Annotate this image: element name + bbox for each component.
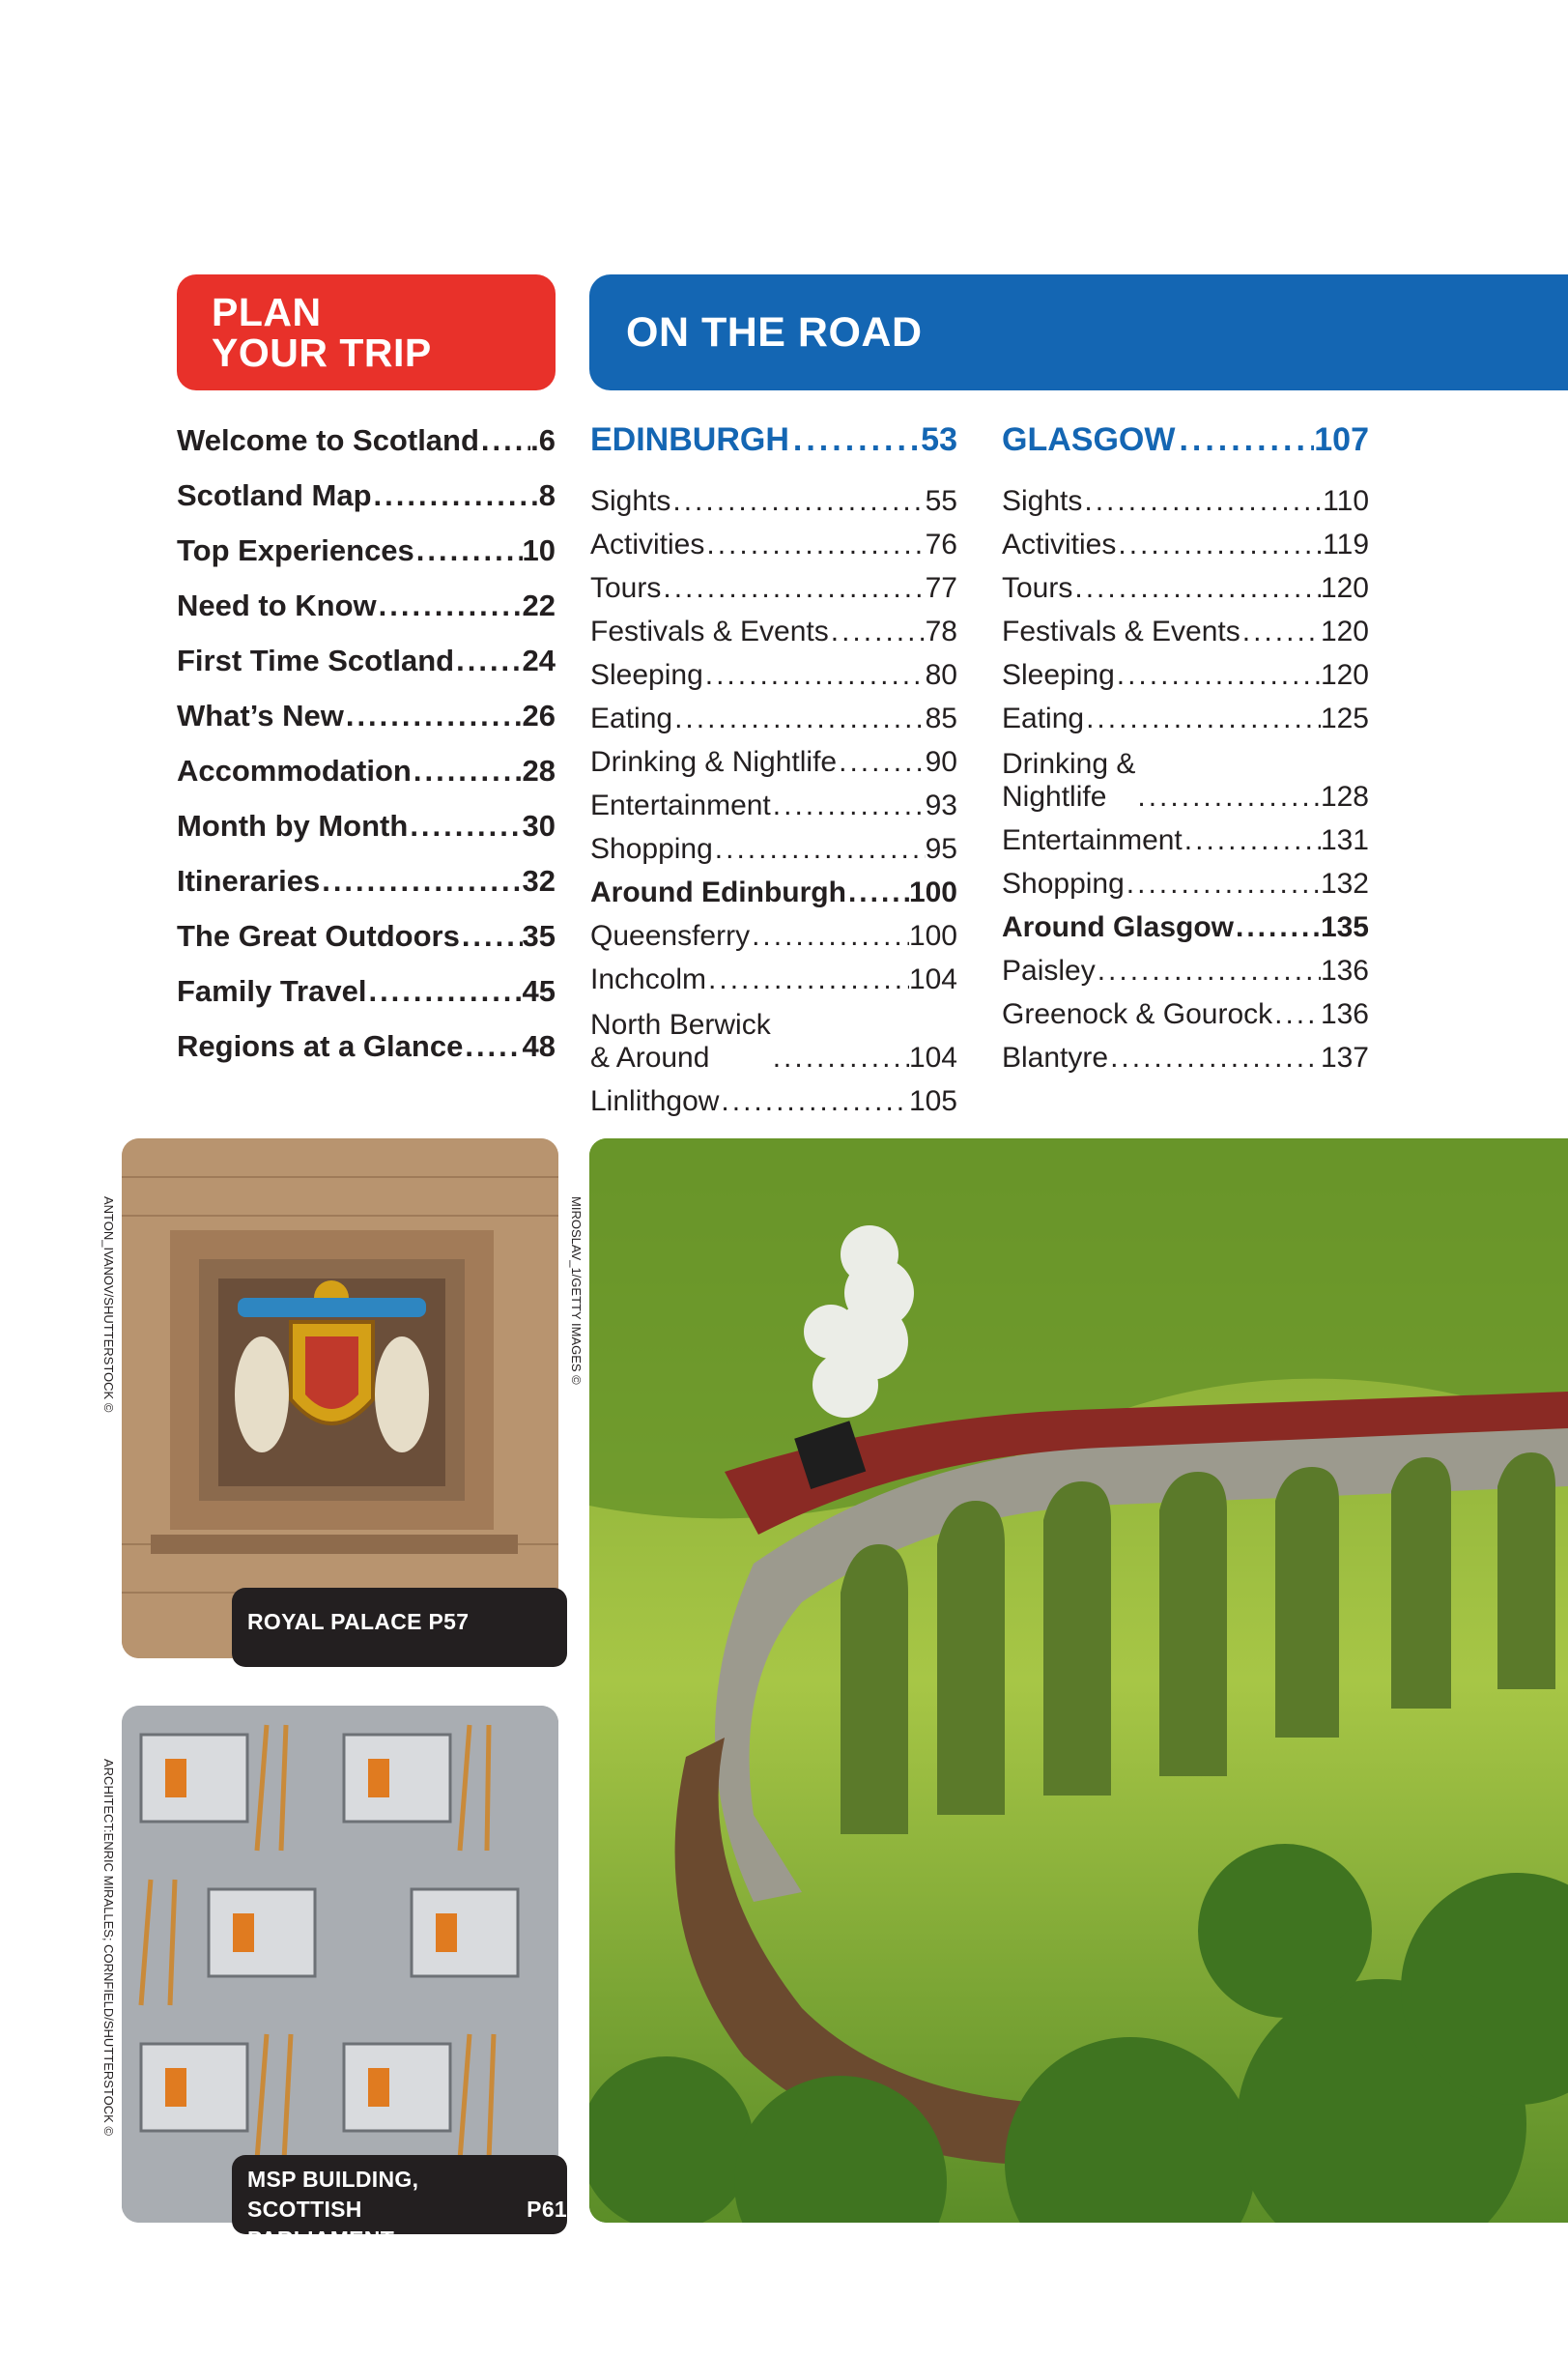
glasgow-entry-label: Around Glasgow [1002,911,1234,943]
leader-dots [672,703,926,735]
glasgow-entry-page: 131 [1320,824,1369,856]
plan-item-entry[interactable] [177,754,556,809]
edinburgh-entry[interactable] [590,866,957,909]
edinburgh-entry-page: 104 [908,1042,957,1074]
plan-item-entry-page: 48 [522,1029,556,1063]
plan-item-entry[interactable] [177,478,556,533]
leader-dots [1116,529,1323,561]
plan-item-entry-label: Scotland Map [177,478,372,512]
edinburgh-entry-label: Around Edinburgh [590,876,846,908]
glasgow-entry[interactable] [1002,988,1369,1031]
leader-dots [320,864,522,899]
glasgow-entry-label: Activities [1002,529,1117,560]
glasgow-entry-page: 128 [1320,781,1369,813]
msp-building-photo [122,1706,558,2223]
leader-dots [1272,998,1321,1031]
plan-item-entry[interactable] [177,919,556,974]
glasgow-entry-label: Shopping [1002,868,1125,900]
msp-caption-line2: SCOTTISH PARLIAMENT [247,2197,395,2252]
plan-item-entry-label: Month by Month [177,809,409,843]
leader-dots [719,1085,909,1118]
leader-dots [372,478,531,513]
glasgow-entry-label: Tours [1002,572,1073,604]
edinburgh-entry-label: Entertainment [590,790,771,821]
leader-dots [479,423,530,458]
glasgow-entry[interactable] [1002,605,1369,648]
edinburgh-entry-label: Sleeping [590,659,703,691]
royal-palace-illustration [122,1138,558,1658]
plan-item-entry-page: 30 [522,809,556,843]
edinburgh-entry-page: 90 [925,746,957,778]
glasgow-entry[interactable] [1002,735,1369,814]
plan-item-entry-label: Itineraries [177,864,321,898]
edinburgh-entry-label: Eating [590,703,673,734]
edinburgh-entry-page: 100 [908,876,957,908]
glasgow-entry-label: Paisley [1002,955,1096,987]
leader-dots [463,1029,522,1064]
leader-dots [713,833,926,866]
plan-item-entry-page: 26 [522,699,556,733]
leader-dots [706,963,909,996]
glasgow-entry[interactable] [1002,901,1369,944]
edinburgh-entry-page: 100 [908,920,957,952]
glasgow-entry-page: 120 [1320,659,1369,691]
royal-palace-caption [232,1588,567,1667]
edinburgh-entry[interactable] [590,474,957,518]
leader-dots [670,485,925,518]
viaduct-train-illustration [589,1138,1568,2223]
leader-dots [1135,781,1321,814]
on-the-road-header [589,274,1568,390]
royal-palace-caption-text: ROYAL PALACE P57 [247,1609,470,1634]
leader-dots [829,616,926,648]
edinburgh-entry-page: 95 [925,833,957,865]
glasgow-entry[interactable] [1002,857,1369,901]
plan-item-entry-label: Need to Know [177,589,377,622]
leader-dots [377,589,523,623]
plan-item-entry-label: The Great Outdoors [177,919,460,953]
plan-item-entry-page: 35 [522,919,556,953]
edinburgh-title: EDINBURGH [590,421,789,458]
plan-item-entry-page: 45 [522,974,556,1008]
edinburgh-entry[interactable] [590,953,957,996]
leader-dots [771,1042,909,1075]
plan-trip-list [177,423,556,1084]
leader-dots [1082,485,1323,518]
plan-item-entry-label: Family Travel [177,974,367,1008]
plan-item-entry-page: 10 [522,533,556,567]
edinburgh-entry-page: 85 [925,703,957,734]
edinburgh-entry[interactable] [590,996,957,1075]
leader-dots [703,659,926,692]
leader-dots [704,529,925,561]
leader-dots [771,790,926,822]
glasgow-entry[interactable] [1002,944,1369,988]
leader-dots [1115,659,1321,692]
leader-dots [1072,572,1321,605]
glasgow-entry[interactable] [1002,648,1369,692]
edinburgh-entry[interactable] [590,692,957,735]
plan-item-entry-label: Accommodation [177,754,412,788]
leader-dots [460,919,523,954]
edinburgh-entry-label: Sights [590,485,671,517]
edinburgh-entry[interactable] [590,735,957,779]
plan-item-entry[interactable] [177,1029,556,1084]
edinburgh-entry[interactable] [590,1075,957,1118]
edinburgh-entry-label: Tours [590,572,662,604]
royal-palace-photo [122,1138,558,1658]
plan-item-entry[interactable] [177,864,556,919]
plan-item-entry[interactable] [177,644,556,699]
plan-item-entry-label: Welcome to Scotland [177,423,479,457]
glasgow-heading[interactable] [1002,421,1369,474]
glasgow-column [1002,421,1369,1075]
edinburgh-entry-label: Festivals & Events [590,616,829,647]
plan-item-entry[interactable] [177,423,556,478]
plan-item-entry[interactable] [177,809,556,864]
leader-dots [1125,868,1321,901]
glasgow-page: 107 [1314,421,1369,458]
glasgow-entry-page: 132 [1320,868,1369,900]
glasgow-entry-page: 136 [1320,998,1369,1030]
edinburgh-entry-page: 55 [925,485,957,517]
leader-dots [344,699,523,733]
msp-caption-line1: MSP BUILDING, [247,2167,419,2192]
msp-building-photo-credit: ARCHITECT:ENRIC MIRALLES; CORNFIELD/SHUTTERSTOCK © [101,1759,116,2136]
plan-item-entry-label: Top Experiences [177,533,414,567]
glasgow-entry-label: Eating [1002,703,1085,734]
glasgow-entry[interactable] [1002,561,1369,605]
leader-dots [1183,824,1321,857]
edinburgh-entry[interactable] [590,648,957,692]
edinburgh-page: 53 [921,421,957,458]
glasgow-entry-page: 136 [1320,955,1369,987]
plan-item-entry[interactable] [177,589,556,644]
plan-item-entry[interactable] [177,533,556,589]
leader-dots [412,754,523,789]
plan-item-entry-label: First Time Scotland [177,644,455,677]
leader-dots [1108,1042,1321,1075]
leader-dots [366,974,522,1009]
glasgow-entry-page: 135 [1320,911,1369,943]
leader-dots [661,572,925,605]
plan-item-entry-page: 32 [522,864,556,898]
glasgow-entry[interactable] [1002,1031,1369,1075]
glasgow-entry-page: 120 [1320,572,1369,604]
edinburgh-entry-page: 105 [908,1085,957,1117]
glasgow-entry-page: 137 [1320,1042,1369,1074]
glasgow-entry[interactable] [1002,692,1369,735]
edinburgh-entry-label: Linlithgow [590,1085,720,1117]
glasgow-entry[interactable] [1002,518,1369,561]
glasgow-entry-page: 125 [1320,703,1369,734]
leader-dots [846,876,909,909]
glasgow-entry-label: Entertainment [1002,824,1183,856]
plan-your-trip-header [177,274,556,390]
viaduct-photo-credit: MIROSLAV_1/GETTY IMAGES © [569,1196,584,1385]
glasgow-entry[interactable] [1002,814,1369,857]
glasgow-title: GLASGOW [1002,421,1176,458]
edinburgh-entry-page: 77 [925,572,957,604]
edinburgh-entry-page: 78 [925,616,957,647]
plan-item-entry-page: 24 [522,644,556,677]
edinburgh-entry-page: 76 [925,529,957,560]
leader-dots [1240,616,1321,648]
glasgow-entry-page: 110 [1323,485,1369,517]
leader-dots [1084,703,1321,735]
plan-item-entry-page: .6 [530,423,556,457]
glasgow-entry-label: Sleeping [1002,659,1115,691]
glasgow-entry-label: Sights [1002,485,1083,517]
glasgow-entry[interactable] [1002,474,1369,518]
edinburgh-entry-label: Drinking & Nightlife [590,746,838,778]
msp-building-caption [232,2155,567,2252]
plan-item-entry-page: 22 [522,589,556,622]
plan-header-line1: PLAN [212,290,322,334]
glenfinnan-viaduct-photo [589,1138,1568,2223]
plan-item-entry-label: Regions at a Glance [177,1029,464,1063]
edinburgh-entry-page: 93 [925,790,957,821]
leader-dots [750,920,909,953]
plan-item-entry-page: .8 [530,478,556,512]
edinburgh-entry-label: Shopping [590,833,713,865]
edinburgh-entry[interactable] [590,909,957,953]
leader-dots [1234,911,1321,944]
glasgow-entries [1002,474,1369,1075]
edinburgh-heading[interactable] [590,421,957,474]
plan-header-line2: YOUR TRIP [212,330,432,375]
plan-item-entry[interactable] [177,974,556,1029]
edinburgh-entry-page: 104 [908,963,957,995]
edinburgh-entry[interactable] [590,605,957,648]
edinburgh-column [590,421,957,1118]
leader-dots [454,644,522,678]
edinburgh-entry-label: Inchcolm [590,963,707,995]
msp-building-illustration [122,1706,558,2223]
edinburgh-entry[interactable] [590,822,957,866]
leader-dots [414,533,523,568]
edinburgh-entries [590,474,957,1118]
edinburgh-entry[interactable] [590,779,957,822]
edinburgh-entry-label: Queensferry [590,920,751,952]
leader-dots [1096,955,1321,988]
glasgow-entry-page: 119 [1323,529,1369,560]
glasgow-entry-label: Festivals & Events [1002,616,1240,647]
plan-item-entry-page: 28 [522,754,556,788]
edinburgh-entry[interactable] [590,561,957,605]
royal-palace-photo-credit: ANTON_IVANOV/SHUTTERSTOCK © [101,1196,116,1413]
glasgow-entry-label: Blantyre [1002,1042,1109,1074]
edinburgh-entry[interactable] [590,518,957,561]
edinburgh-entry-label: North Berwick & Around [590,1009,771,1074]
road-header-title: ON THE ROAD [626,309,923,356]
msp-caption-page: P61 [527,2197,567,2222]
leader-dots [408,809,522,844]
plan-item-entry[interactable] [177,699,556,754]
leader-dots [837,746,926,779]
edinburgh-entry-page: 80 [925,659,957,691]
plan-item-entry-label: What’s New [177,699,344,733]
glasgow-entry-label: Greenock & Gourock [1002,998,1273,1030]
glasgow-entry-label: Drinking & Nightlife [1002,748,1136,813]
edinburgh-entry-label: Activities [590,529,705,560]
glasgow-entry-page: 120 [1320,616,1369,647]
